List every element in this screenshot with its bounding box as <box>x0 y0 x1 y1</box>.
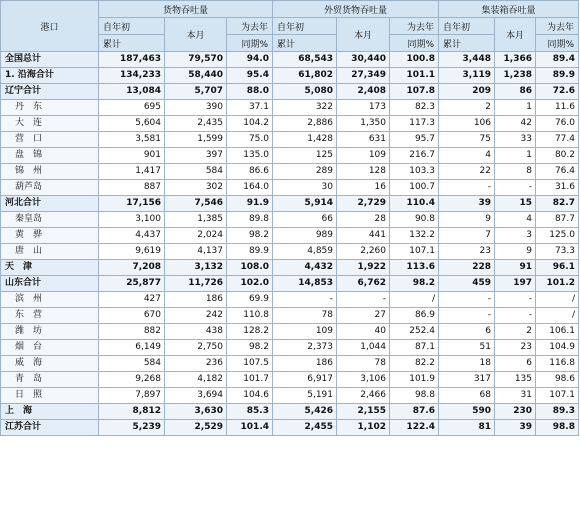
table-row <box>1 84 579 100</box>
table-row <box>1 292 579 308</box>
foreign-cargo-header: 外贸货物吞吐量 <box>273 1 439 18</box>
port-name-cell: 营 口 <box>1 132 99 148</box>
container-yoy-cell: / <box>536 292 579 308</box>
cargo-ytd-cell: 13,084 <box>99 84 165 100</box>
cargo-yoy-cell: 37.1 <box>227 100 273 116</box>
cargo-ytd-cell: 882 <box>99 324 165 340</box>
cargo-month-cell: 1,385 <box>165 212 227 228</box>
cargo-month-cell: 2,529 <box>165 420 227 436</box>
cargo-yoy-header-2: 同期% <box>227 35 273 52</box>
container-yoy-cell: 106.1 <box>536 324 579 340</box>
cargo-ytd-cell: 7,208 <box>99 260 165 276</box>
foreign-month-cell: 28 <box>337 212 390 228</box>
container-yoy-cell: 73.3 <box>536 244 579 260</box>
container-yoy-cell: 89.3 <box>536 404 579 420</box>
port-name-cell: 上 海 <box>1 404 99 420</box>
cargo-ytd-cell: 887 <box>99 180 165 196</box>
container-ytd-cell: 51 <box>439 340 495 356</box>
foreign-yoy-cell: 117.3 <box>390 116 439 132</box>
cargo-ytd-cell: 670 <box>99 308 165 324</box>
container-month-cell: 6 <box>495 356 536 372</box>
cargo-yoy-cell: 85.3 <box>227 404 273 420</box>
container-ytd-cell: 317 <box>439 372 495 388</box>
container-yoy-cell: 87.7 <box>536 212 579 228</box>
foreign-ytd-cell: 2,886 <box>273 116 337 132</box>
foreign-month-cell: 109 <box>337 148 390 164</box>
cargo-ytd-cell: 5,239 <box>99 420 165 436</box>
cargo-throughput-header: 货物吞吐量 <box>99 1 273 18</box>
port-name-cell: 滨 州 <box>1 292 99 308</box>
cargo-month-cell: 7,546 <box>165 196 227 212</box>
cargo-ytd-cell: 17,156 <box>99 196 165 212</box>
foreign-ytd-cell: 78 <box>273 308 337 324</box>
cargo-yoy-cell: 69.9 <box>227 292 273 308</box>
cargo-yoy-cell: 101.4 <box>227 420 273 436</box>
container-ytd-cell: - <box>439 308 495 324</box>
foreign-ytd-cell: 66 <box>273 212 337 228</box>
foreign-month-cell: 2,260 <box>337 244 390 260</box>
foreign-ytd-cell: 4,859 <box>273 244 337 260</box>
cargo-month-header: 本月 <box>165 18 227 52</box>
container-month-cell: 3 <box>495 228 536 244</box>
container-yoy-cell: 31.6 <box>536 180 579 196</box>
cargo-yoy-cell: 128.2 <box>227 324 273 340</box>
container-yoy-cell: 89.9 <box>536 68 579 84</box>
port-name-cell: 山东合计 <box>1 276 99 292</box>
container-month-cell: 1,238 <box>495 68 536 84</box>
cargo-yoy-cell: 110.8 <box>227 308 273 324</box>
table-row <box>1 308 579 324</box>
cargo-ytd-cell: 8,812 <box>99 404 165 420</box>
container-yoy-cell: 104.9 <box>536 340 579 356</box>
port-name-cell: 全国总计 <box>1 52 99 68</box>
foreign-month-cell: 2,408 <box>337 84 390 100</box>
port-name-cell: 1. 沿海合计 <box>1 68 99 84</box>
container-yoy-cell: 101.2 <box>536 276 579 292</box>
foreign-month-cell: 30,440 <box>337 52 390 68</box>
cargo-yoy-cell: 95.4 <box>227 68 273 84</box>
container-ytd-header: 自年初 <box>439 18 495 35</box>
cargo-yoy-cell: 102.0 <box>227 276 273 292</box>
port-name-cell: 江苏合计 <box>1 420 99 436</box>
cargo-month-cell: 397 <box>165 148 227 164</box>
foreign-yoy-cell: 87.6 <box>390 404 439 420</box>
cargo-month-cell: 3,132 <box>165 260 227 276</box>
foreign-yoy-cell: 101.1 <box>390 68 439 84</box>
container-month-cell: 1,366 <box>495 52 536 68</box>
foreign-yoy-cell: 98.8 <box>390 388 439 404</box>
container-yoy-cell: 80.2 <box>536 148 579 164</box>
container-month-cell: 8 <box>495 164 536 180</box>
container-ytd-cell: 68 <box>439 388 495 404</box>
foreign-yoy-cell: 216.7 <box>390 148 439 164</box>
table-row <box>1 372 579 388</box>
container-ytd-cell: 75 <box>439 132 495 148</box>
container-ytd-cell: 39 <box>439 196 495 212</box>
foreign-yoy-cell: 252.4 <box>390 324 439 340</box>
foreign-yoy-cell: 90.8 <box>390 212 439 228</box>
container-month-cell: 2 <box>495 324 536 340</box>
container-month-header: 本月 <box>495 18 536 52</box>
cargo-yoy-cell: 88.0 <box>227 84 273 100</box>
foreign-yoy-cell: 107.1 <box>390 244 439 260</box>
container-ytd-cell: 9 <box>439 212 495 228</box>
table-row <box>1 228 579 244</box>
cargo-yoy-cell: 89.8 <box>227 212 273 228</box>
container-ytd-cell: 2 <box>439 100 495 116</box>
foreign-ytd-cell: 186 <box>273 356 337 372</box>
container-ytd-cell: 18 <box>439 356 495 372</box>
container-yoy-cell: 89.4 <box>536 52 579 68</box>
cargo-month-cell: 11,726 <box>165 276 227 292</box>
foreign-month-cell: 1,350 <box>337 116 390 132</box>
foreign-ytd-cell: 322 <box>273 100 337 116</box>
table-row <box>1 244 579 260</box>
container-yoy-cell: 98.8 <box>536 420 579 436</box>
cargo-month-cell: 1,599 <box>165 132 227 148</box>
foreign-ytd-cell: 125 <box>273 148 337 164</box>
foreign-month-cell: 631 <box>337 132 390 148</box>
cargo-ytd-cell: 3,581 <box>99 132 165 148</box>
foreign-ytd-cell: 989 <box>273 228 337 244</box>
container-yoy-cell: 11.6 <box>536 100 579 116</box>
foreign-yoy-cell: 82.3 <box>390 100 439 116</box>
foreign-month-cell: 2,155 <box>337 404 390 420</box>
cargo-yoy-cell: 104.6 <box>227 388 273 404</box>
container-yoy-cell: / <box>536 308 579 324</box>
cargo-ytd-cell: 9,619 <box>99 244 165 260</box>
cargo-yoy-cell: 94.0 <box>227 52 273 68</box>
container-month-cell: 1 <box>495 148 536 164</box>
cargo-month-cell: 302 <box>165 180 227 196</box>
container-ytd-cell: - <box>439 180 495 196</box>
foreign-month-cell: 78 <box>337 356 390 372</box>
foreign-month-cell: 6,762 <box>337 276 390 292</box>
container-yoy-cell: 76.0 <box>536 116 579 132</box>
container-month-cell: - <box>495 308 536 324</box>
foreign-month-cell: 441 <box>337 228 390 244</box>
foreign-yoy-cell: 98.2 <box>390 276 439 292</box>
foreign-yoy-header: 为去年 <box>390 18 439 35</box>
foreign-yoy-cell: 100.7 <box>390 180 439 196</box>
container-month-cell: 1 <box>495 100 536 116</box>
container-month-cell: 42 <box>495 116 536 132</box>
foreign-yoy-cell: 110.4 <box>390 196 439 212</box>
cargo-yoy-cell: 135.0 <box>227 148 273 164</box>
cargo-month-cell: 4,182 <box>165 372 227 388</box>
table-row <box>1 260 579 276</box>
container-ytd-cell: - <box>439 292 495 308</box>
foreign-ytd-cell: 14,853 <box>273 276 337 292</box>
foreign-month-cell: 27,349 <box>337 68 390 84</box>
container-yoy-cell: 77.4 <box>536 132 579 148</box>
cargo-ytd-cell: 187,463 <box>99 52 165 68</box>
foreign-ytd-cell: 6,917 <box>273 372 337 388</box>
foreign-yoy-cell: 132.2 <box>390 228 439 244</box>
table-row <box>1 132 579 148</box>
container-month-cell: 15 <box>495 196 536 212</box>
table-body <box>1 52 579 436</box>
container-ytd-cell: 22 <box>439 164 495 180</box>
port-name-cell: 东 营 <box>1 308 99 324</box>
cargo-yoy-cell: 98.2 <box>227 228 273 244</box>
container-month-cell: 31 <box>495 388 536 404</box>
container-yoy-cell: 72.6 <box>536 84 579 100</box>
port-name-cell: 日 照 <box>1 388 99 404</box>
foreign-month-cell: 173 <box>337 100 390 116</box>
foreign-yoy-cell: 95.7 <box>390 132 439 148</box>
container-yoy-cell: 76.4 <box>536 164 579 180</box>
foreign-ytd-cell: 30 <box>273 180 337 196</box>
container-month-cell: 230 <box>495 404 536 420</box>
foreign-yoy-cell: 87.1 <box>390 340 439 356</box>
foreign-month-cell: 1,922 <box>337 260 390 276</box>
container-month-cell: 86 <box>495 84 536 100</box>
container-month-cell: - <box>495 180 536 196</box>
port-name-cell: 黄 骅 <box>1 228 99 244</box>
table-row <box>1 100 579 116</box>
container-ytd-cell: 4 <box>439 148 495 164</box>
container-ytd-cell: 3,119 <box>439 68 495 84</box>
container-month-cell: 197 <box>495 276 536 292</box>
container-yoy-header: 为去年 <box>536 18 579 35</box>
foreign-yoy-cell: 101.9 <box>390 372 439 388</box>
foreign-month-cell: 1,102 <box>337 420 390 436</box>
container-ytd-cell: 209 <box>439 84 495 100</box>
cargo-month-cell: 584 <box>165 164 227 180</box>
port-column-header: 港口 <box>1 1 99 52</box>
container-ytd-cell: 7 <box>439 228 495 244</box>
port-name-cell: 辽宁合计 <box>1 84 99 100</box>
cargo-month-cell: 438 <box>165 324 227 340</box>
cargo-month-cell: 390 <box>165 100 227 116</box>
foreign-month-cell: - <box>337 292 390 308</box>
table-row <box>1 324 579 340</box>
cargo-month-cell: 242 <box>165 308 227 324</box>
table-row <box>1 52 579 68</box>
foreign-yoy-cell: 100.8 <box>390 52 439 68</box>
cargo-ytd-cell: 5,604 <box>99 116 165 132</box>
table-row <box>1 148 579 164</box>
foreign-month-cell: 128 <box>337 164 390 180</box>
cargo-ytd-header: 自年初 <box>99 18 165 35</box>
foreign-yoy-cell: / <box>390 292 439 308</box>
foreign-ytd-cell: 5,914 <box>273 196 337 212</box>
cargo-month-cell: 2,750 <box>165 340 227 356</box>
container-month-cell: 9 <box>495 244 536 260</box>
port-name-cell: 潍 坊 <box>1 324 99 340</box>
cargo-yoy-cell: 101.7 <box>227 372 273 388</box>
cargo-month-cell: 236 <box>165 356 227 372</box>
foreign-ytd-cell: 289 <box>273 164 337 180</box>
foreign-yoy-cell: 86.9 <box>390 308 439 324</box>
port-name-cell: 天 津 <box>1 260 99 276</box>
cargo-month-cell: 2,435 <box>165 116 227 132</box>
cargo-ytd-cell: 134,233 <box>99 68 165 84</box>
container-ytd-cell: 106 <box>439 116 495 132</box>
foreign-month-cell: 27 <box>337 308 390 324</box>
cargo-yoy-cell: 75.0 <box>227 132 273 148</box>
foreign-month-cell: 2,729 <box>337 196 390 212</box>
cargo-ytd-cell: 695 <box>99 100 165 116</box>
container-yoy-cell: 98.6 <box>536 372 579 388</box>
cargo-yoy-header: 为去年 <box>227 18 273 35</box>
foreign-month-cell: 2,466 <box>337 388 390 404</box>
container-throughput-header: 集装箱吞吐量 <box>439 1 579 18</box>
cargo-month-cell: 4,137 <box>165 244 227 260</box>
cargo-yoy-cell: 86.6 <box>227 164 273 180</box>
table-row <box>1 196 579 212</box>
container-ytd-cell: 228 <box>439 260 495 276</box>
foreign-ytd-cell: 5,426 <box>273 404 337 420</box>
foreign-yoy-cell: 82.2 <box>390 356 439 372</box>
table-row <box>1 388 579 404</box>
container-ytd-cell: 459 <box>439 276 495 292</box>
foreign-month-cell: 3,106 <box>337 372 390 388</box>
port-name-cell: 唐 山 <box>1 244 99 260</box>
cargo-month-cell: 186 <box>165 292 227 308</box>
foreign-yoy-cell: 103.3 <box>390 164 439 180</box>
foreign-ytd-cell: 5,080 <box>273 84 337 100</box>
port-name-cell: 秦皇岛 <box>1 212 99 228</box>
cargo-ytd-cell: 1,417 <box>99 164 165 180</box>
container-yoy-cell: 116.8 <box>536 356 579 372</box>
port-name-cell: 盘 锦 <box>1 148 99 164</box>
port-name-cell: 烟 台 <box>1 340 99 356</box>
container-ytd-cell: 81 <box>439 420 495 436</box>
cargo-ytd-cell: 3,100 <box>99 212 165 228</box>
foreign-ytd-cell: 2,455 <box>273 420 337 436</box>
foreign-month-cell: 40 <box>337 324 390 340</box>
foreign-ytd-header: 自年初 <box>273 18 337 35</box>
table-row <box>1 340 579 356</box>
container-yoy-cell: 82.7 <box>536 196 579 212</box>
cargo-yoy-cell: 89.9 <box>227 244 273 260</box>
foreign-yoy-cell: 113.6 <box>390 260 439 276</box>
foreign-yoy-cell: 107.8 <box>390 84 439 100</box>
table-row <box>1 212 579 228</box>
table-row <box>1 404 579 420</box>
container-month-cell: 91 <box>495 260 536 276</box>
cargo-yoy-cell: 91.9 <box>227 196 273 212</box>
table-row <box>1 276 579 292</box>
port-name-cell: 威 海 <box>1 356 99 372</box>
foreign-month-header: 本月 <box>337 18 390 52</box>
container-ytd-cell: 3,448 <box>439 52 495 68</box>
cargo-ytd-cell: 901 <box>99 148 165 164</box>
table-row <box>1 356 579 372</box>
container-month-cell: 33 <box>495 132 536 148</box>
foreign-ytd-header-2: 累计 <box>273 35 337 52</box>
cargo-ytd-cell: 9,268 <box>99 372 165 388</box>
table-row <box>1 420 579 436</box>
port-name-cell: 锦 州 <box>1 164 99 180</box>
container-ytd-cell: 23 <box>439 244 495 260</box>
foreign-ytd-cell: 1,428 <box>273 132 337 148</box>
cargo-ytd-header-2: 累计 <box>99 35 165 52</box>
container-ytd-cell: 590 <box>439 404 495 420</box>
table-row <box>1 180 579 196</box>
port-name-cell: 大 连 <box>1 116 99 132</box>
cargo-month-cell: 58,440 <box>165 68 227 84</box>
cargo-yoy-cell: 104.2 <box>227 116 273 132</box>
port-name-cell: 河北合计 <box>1 196 99 212</box>
container-ytd-header-2: 累计 <box>439 35 495 52</box>
foreign-ytd-cell: 2,373 <box>273 340 337 356</box>
cargo-ytd-cell: 4,437 <box>99 228 165 244</box>
container-month-cell: 135 <box>495 372 536 388</box>
table-row <box>1 68 579 84</box>
foreign-month-cell: 16 <box>337 180 390 196</box>
cargo-ytd-cell: 25,877 <box>99 276 165 292</box>
foreign-ytd-cell: 109 <box>273 324 337 340</box>
container-yoy-header-2: 同期% <box>536 35 579 52</box>
foreign-ytd-cell: 68,543 <box>273 52 337 68</box>
foreign-ytd-cell: 4,432 <box>273 260 337 276</box>
foreign-ytd-cell: 5,191 <box>273 388 337 404</box>
cargo-month-cell: 3,630 <box>165 404 227 420</box>
cargo-month-cell: 79,570 <box>165 52 227 68</box>
table-row <box>1 116 579 132</box>
cargo-yoy-cell: 108.0 <box>227 260 273 276</box>
port-name-cell: 葫芦岛 <box>1 180 99 196</box>
container-month-cell: 39 <box>495 420 536 436</box>
container-yoy-cell: 96.1 <box>536 260 579 276</box>
cargo-ytd-cell: 7,897 <box>99 388 165 404</box>
container-month-cell: - <box>495 292 536 308</box>
cargo-month-cell: 3,694 <box>165 388 227 404</box>
cargo-ytd-cell: 584 <box>99 356 165 372</box>
cargo-yoy-cell: 107.5 <box>227 356 273 372</box>
cargo-yoy-cell: 98.2 <box>227 340 273 356</box>
foreign-yoy-cell: 122.4 <box>390 420 439 436</box>
cargo-month-cell: 5,707 <box>165 84 227 100</box>
table-row <box>1 164 579 180</box>
cargo-ytd-cell: 6,149 <box>99 340 165 356</box>
container-month-cell: 4 <box>495 212 536 228</box>
foreign-month-cell: 1,044 <box>337 340 390 356</box>
container-yoy-cell: 107.1 <box>536 388 579 404</box>
port-name-cell: 丹 东 <box>1 100 99 116</box>
container-month-cell: 23 <box>495 340 536 356</box>
foreign-yoy-header-2: 同期% <box>390 35 439 52</box>
container-yoy-cell: 125.0 <box>536 228 579 244</box>
foreign-ytd-cell: - <box>273 292 337 308</box>
cargo-ytd-cell: 427 <box>99 292 165 308</box>
cargo-month-cell: 2,024 <box>165 228 227 244</box>
cargo-yoy-cell: 164.0 <box>227 180 273 196</box>
port-name-cell: 青 岛 <box>1 372 99 388</box>
foreign-ytd-cell: 61,802 <box>273 68 337 84</box>
container-ytd-cell: 6 <box>439 324 495 340</box>
